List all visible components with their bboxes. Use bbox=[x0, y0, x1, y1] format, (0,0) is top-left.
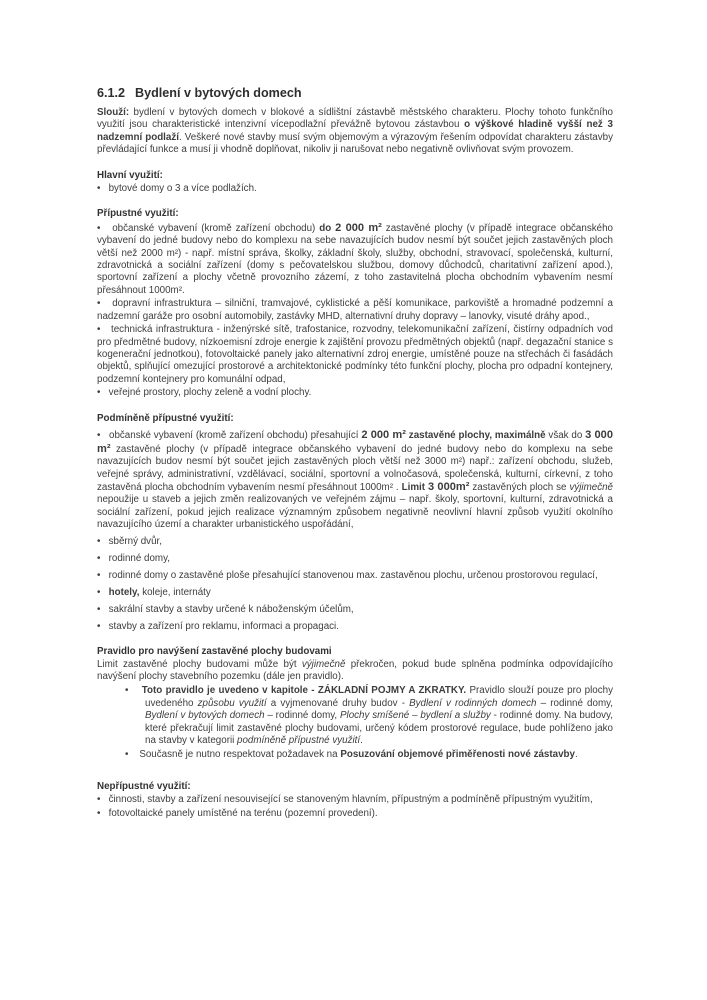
rule-list bbox=[97, 685, 613, 761]
list-item: • technická infrastruktura - inženýrské sítě, trafostanice, rozvodny, telekomunikační zařízení, čistírny odpadních vod pro předmětné budovy, nízkoemisní zdroje energie k zajištění provozu předmětných objektů (např. degazační stanice s kogenerační jednotkou), fotovoltaické panely jako alternativní zdroj energie, umístěné pouze na střechách či fasádách objektů, splňující omezující prostorové a architektonické podmínky této funkční plochy, plocha pro odpadní kontejnery, podzemní kontejnery pro komunální odpad, bbox=[97, 324, 613, 386]
list-item: • dopravní infrastruktura – silniční, tramvajové, cyklistické a pěší komunikace, parkoviště a hromadné podzemní a nadzemní garáže pro osobní automobily, zastávky MHD, alternativní druhy dopravy – lanovky, visuté dráhy apod., bbox=[97, 298, 613, 323]
list-item: • stavby a zařízení pro reklamu, informaci a propagaci. bbox=[97, 621, 613, 633]
list-item: • fotovoltaické panely umístěné na terénu (pozemní provedení). bbox=[97, 808, 613, 820]
list-item: • rodinné domy, bbox=[97, 553, 613, 565]
impermissible-use-heading: Nepřípustné využití: bbox=[97, 780, 191, 792]
list-item: • Současně je nutno respektovat požadavek na Posuzování objemové přiměřenosti nové zástavby. bbox=[97, 749, 613, 761]
list-item: • sakrální stavby a stavby určené k náboženským účelům, bbox=[97, 604, 613, 616]
permissible-use-heading: Přípustné využití: bbox=[97, 208, 179, 220]
conditionally-permissible-heading: Podmíněně přípustné využití: bbox=[97, 412, 234, 424]
list-item: • hotely, koleje, internáty bbox=[97, 587, 613, 599]
main-use-heading: Hlavní využití: bbox=[97, 169, 163, 181]
intro-paragraph: Slouží: bydlení v bytových domech v blokové a sídlištní zástavbě městského charakteru. Plochy tohoto funkčního využití jsou charakteristické intenzivní vícepodlažní převážně bytovou zástavbou o výškové hladině vyšší než 3 nadzemní podlaží. Veškeré nové stavby musí svým objemovým a výrazovým řešením odpovídat charakteru zástavby převládající funkce a musí ji vhodně doplňovat, nikoliv ji narušovat nebo negativně ovlivňovat svým provozem. bbox=[97, 107, 613, 156]
list-item: • občanské vybavení (kromě zařízení obchodu) do 2 000 m² zastavěné plochy (v případě integrace občanského vybavení do jedné budovy nebo do komplexu na sebe navazujících budov nesmí být součet jejich zastavěných ploch větší než 2000 m²) - např. místní správa, školky, základní školy, služby, obchodní, stravovací, společenská, kulturní, zdravotnická a sociální zařízení (domy s pečovatelskou službou, domovy důchodců, charitativní zařízení apod.), sportovní zařízení a plochy včetně provozního zázemí, z toho zastavitelná plocha obchodním vybavením nesmí přesáhnout 1000m². bbox=[97, 222, 613, 297]
section-title: Bydlení v bytových domech bbox=[135, 86, 302, 100]
section-heading bbox=[97, 86, 613, 100]
list-item: • občanské vybavení (kromě zařízení obchodu) přesahující 2 000 m² zastavěné plochy, maximálně však do 3 000 m² zastavěné plochy (v případě integrace občanského vybavení do jedné budovy nebo do komplexu na sebe navazujících budov nesmí být součet jejich zastavěných ploch větší než 3000 m²) např.: zařízení obchodu, služeb, veřejné správy, administrativní, vzdělávací, sociální, sportovní a volnočasová, společenská, kulturní, církevní, z toho zastavěná plocha obchodním vybavením nesmí přesáhnout 1000m² . Limit 3 000m² zastavěných ploch se výjimečně nepoužije u staveb a jejich změn realizovaných ve veřejném zájmu – např. školy, sportovní, kulturní, zdravotnická a sociální zařízení, pokud jejich realizace významným způsobem negativně neovlivní hlavní způsob využití okolního navazujícího území a charakter urbanistického uspořádání, bbox=[97, 429, 613, 531]
list-item: • činnosti, stavby a zařízení nesouvisející se stanoveným hlavním, přípustným a podmíněně přípustným využitím, bbox=[97, 794, 613, 806]
list-item: • Toto pravidlo je uvedeno v kapitole - ZÁKLADNÍ POJMY A ZKRATKY. Pravidlo slouží pouze pro plochy uvedeného způsobu využití a vyjmenované druhy budov - Bydlení v rodinných domech – rodinné domy, Bydlení v bytových domech – rodinné domy, Plochy smíšené – bydlení a služby - rodinné domy. Na budovy, které překračují limit zastavěné plochy budovami, určený kódem prostorové regulace, bude pohlíženo jako na stavby v kategorii podmíněně přípustné využití. bbox=[97, 685, 613, 747]
section-content bbox=[97, 86, 613, 820]
main-use-list bbox=[97, 183, 613, 195]
section-number: 6.1.2 bbox=[97, 86, 126, 100]
rule-heading: Pravidlo pro navýšení zastavěné plochy budovami bbox=[97, 646, 332, 658]
list-item: • veřejné prostory, plochy zeleně a vodní plochy. bbox=[97, 387, 613, 399]
impermissible-use-list bbox=[97, 794, 613, 820]
list-item: • bytové domy o 3 a více podlažích. bbox=[97, 183, 613, 195]
list-item: • sběrný dvůr, bbox=[97, 536, 613, 548]
rule-paragraph: Limit zastavěné plochy budovami může být výjimečně překročen, pokud bude splněna podmínka odpovídajícího navýšení plochy stavebního pozemku (dále jen pravidlo). bbox=[97, 658, 613, 682]
conditionally-permissible-list bbox=[97, 429, 613, 633]
permissible-use-list bbox=[97, 222, 613, 400]
list-item: • rodinné domy o zastavěné ploše přesahující stanovenou max. zastavěnou plochu, určenou prostorovou regulací, bbox=[97, 570, 613, 582]
